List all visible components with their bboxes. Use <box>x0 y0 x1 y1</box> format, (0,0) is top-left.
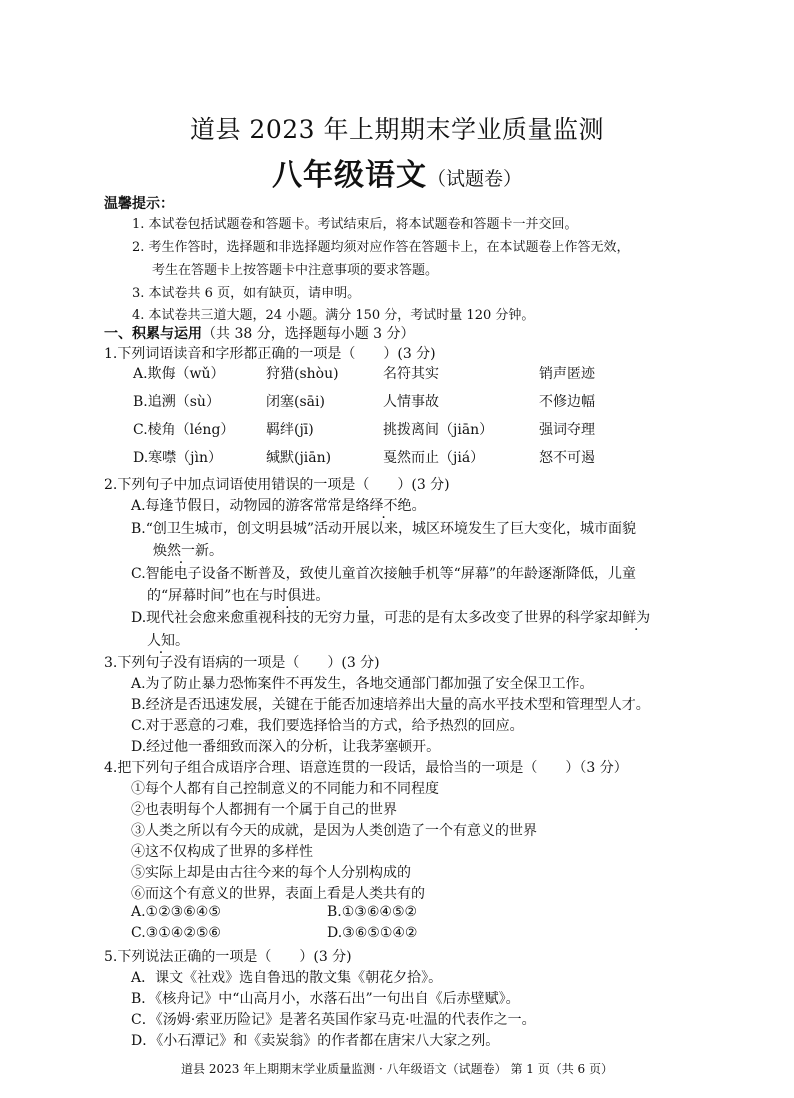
q2-option-b: B.“创卫生城市，创文明县城”活动开展以来，城区环境发生了巨大变化，城市面貌 <box>131 521 637 537</box>
q2-c-end: 。 <box>315 588 330 604</box>
q2-d-dotted-word-cont: 人知 <box>147 633 175 649</box>
q2-a-dotted-word: 络绎不绝 <box>355 498 412 514</box>
exam-title: 道县 2023 年上期期末学业质量监测 <box>189 115 605 144</box>
q1-option-d-word3: 戛然而止（jiá） <box>383 450 485 466</box>
q2-c-dotted-word: 与时俱进 <box>259 588 316 604</box>
q2-d-dotted-word: 鲜为 <box>622 610 651 626</box>
q1-option-c-word3: 挑拨离间（jiān） <box>383 422 494 438</box>
question-5-stem: 5.下列说法正确的一项是（ ）(3 分) <box>104 949 352 965</box>
q5-option-d: D．《小石潭记》和《卖炭翁》的作者都在唐宋八大家之列。 <box>131 1033 500 1049</box>
q1-option-c-word4: 强词夺理 <box>539 422 595 438</box>
q2-b-dotted-word: 焕然一新 <box>153 543 209 559</box>
tip-item: 3. 本试卷共 6 页，如有缺页，请申明。 <box>132 286 361 301</box>
q4-sentence: ③人类之所以有今天的成就，是因为人类创造了一个有意义的世界 <box>131 823 537 839</box>
q1-option-b-word2: 闭塞(sāi) <box>266 394 325 410</box>
tip-item: 考生在答题卡上按答题卡中注意事项的要求答题。 <box>152 263 439 278</box>
q4-option-d: D.③⑥⑤①④② <box>327 925 418 941</box>
q1-option-a-word3: 名符其实 <box>383 366 439 382</box>
section-heading <box>104 323 415 343</box>
q1-option-d-word2: 缄默(jiān) <box>266 450 332 466</box>
subject-name: 八年级语文 <box>271 158 427 193</box>
section-title: 一、积累与运用 <box>104 326 202 342</box>
q5-option-a: A．课文《社戏》选自鲁迅的散文集《朝花夕拾》。 <box>131 970 443 986</box>
q3-option-a: A.为了防止暴力恐怖案件不再发生，各地交通部门都加强了安全保卫工作。 <box>131 676 594 692</box>
q2-d-end: 。 <box>175 633 189 649</box>
section-note: （共 38 分，选择题每小题 3 分） <box>202 326 415 342</box>
page-footer: 道县 2023 年上期期末学业质量监测 · 八年级语文（试题卷） 第 1 页（共 6 页） <box>181 1062 613 1076</box>
q1-option-d-word4: 怒不可遏 <box>539 450 595 466</box>
q4-option-a: A.①②③⑥④⑤ <box>131 904 221 920</box>
q5-option-b: B．《核舟记》中“山高月小，水落石出”一句出自《后赤壁赋》。 <box>131 991 520 1007</box>
q1-option-c: C.棱角（léng） <box>133 422 235 438</box>
q2-a-text: A.每逢节假日，动物园的游客常常是 <box>131 498 356 514</box>
q2-c-text: 的“屏幕时间”也在 <box>147 588 260 604</box>
q3-option-c: C.对于恶意的刁难，我们要选择恰当的方式，给予热烈的回应。 <box>131 718 524 734</box>
q2-option-a <box>131 495 426 515</box>
question-1-stem: 1.下列词语读音和字形都正确的一项是（ ）(3 分) <box>104 346 436 362</box>
q2-d-text: D.现代社会愈来愈重视科技的无穷力量，可悲的是有太多改变了世界的科学家却 <box>131 610 623 626</box>
q4-option-c: C.③①④②⑤⑥ <box>131 925 221 941</box>
tip-item: 4. 本试卷共三道大题，24 小题。满分 150 分，考试时量 120 分钟。 <box>132 308 535 323</box>
q1-option-b-word3: 人情事故 <box>383 394 439 410</box>
q4-sentence: ④这不仅构成了世界的多样性 <box>131 844 313 860</box>
q1-option-d: D.寒噤（jìn） <box>133 450 223 466</box>
q4-option-b: B.①③⑥④⑤② <box>327 904 418 920</box>
q5-option-c: C．《汤姆·索亚历险记》是著名英国作家马克·吐温的代表作之一。 <box>131 1012 536 1028</box>
q1-option-b: B.追溯（sù） <box>133 394 220 410</box>
q2-a-end: 。 <box>411 498 426 514</box>
q4-sentence: ⑤实际上却是由古往今来的每个人分别构成的 <box>131 865 411 881</box>
q2-b-end: 。 <box>209 543 223 559</box>
tip-item: 2. 考生作答时，选择题和非选择题均须对应作答在答题卡上，在本试题卷上作答无效， <box>132 240 630 255</box>
paper-type: （试题卷） <box>426 168 522 190</box>
q1-option-a: A.欺侮（wǔ） <box>133 366 225 382</box>
q3-option-d: D.经过他一番细致而深入的分析，让我茅塞顿开。 <box>131 739 441 755</box>
question-4-stem: 4.把下列句子组合成语序合理、语意连贯的一段话，最恰当的一项是（ ）（3 分） <box>104 760 628 776</box>
question-3-stem: 3.下列句子没有语病的一项是（ ）(3 分) <box>104 655 380 671</box>
q4-sentence: ①每个人都有自己控制意义的不同能力和不同程度 <box>131 781 439 797</box>
q1-option-a-word2: 狩猎(shòu) <box>266 366 339 382</box>
q1-option-c-word2: 羁绊(jī) <box>266 422 314 438</box>
q2-option-b-cont <box>153 540 223 560</box>
q2-option-d <box>131 607 650 627</box>
q4-sentence: ⑥而这个有意义的世界，表面上看是人类共有的 <box>131 886 425 902</box>
q4-sentence: ②也表明每个人都拥有一个属于自己的世界 <box>131 802 397 818</box>
exam-subject-title <box>0 150 794 194</box>
tip-item: 1. 本试卷包括试题卷和答题卡。考试结束后，将本试题卷和答题卡一并交回。 <box>132 217 578 232</box>
q2-option-c: C.智能电子设备不断普及，致使儿童首次接触手机等“屏幕”的年龄逐渐降低，儿童 <box>131 566 636 582</box>
question-2-stem: 2.下列句子中加点词语使用错误的一项是（ ）(3 分) <box>104 477 450 493</box>
q3-option-b: B.经济是否迅速发展，关键在于能否加速培养出大量的高水平技术型和管理型人才。 <box>131 697 650 713</box>
tips-heading: 温馨提示： <box>104 196 174 212</box>
q2-option-d-cont <box>147 630 189 650</box>
q2-option-c-cont <box>147 585 329 605</box>
q1-option-a-word4: 销声匿迹 <box>539 366 595 382</box>
q1-option-b-word4: 不修边幅 <box>539 394 595 410</box>
